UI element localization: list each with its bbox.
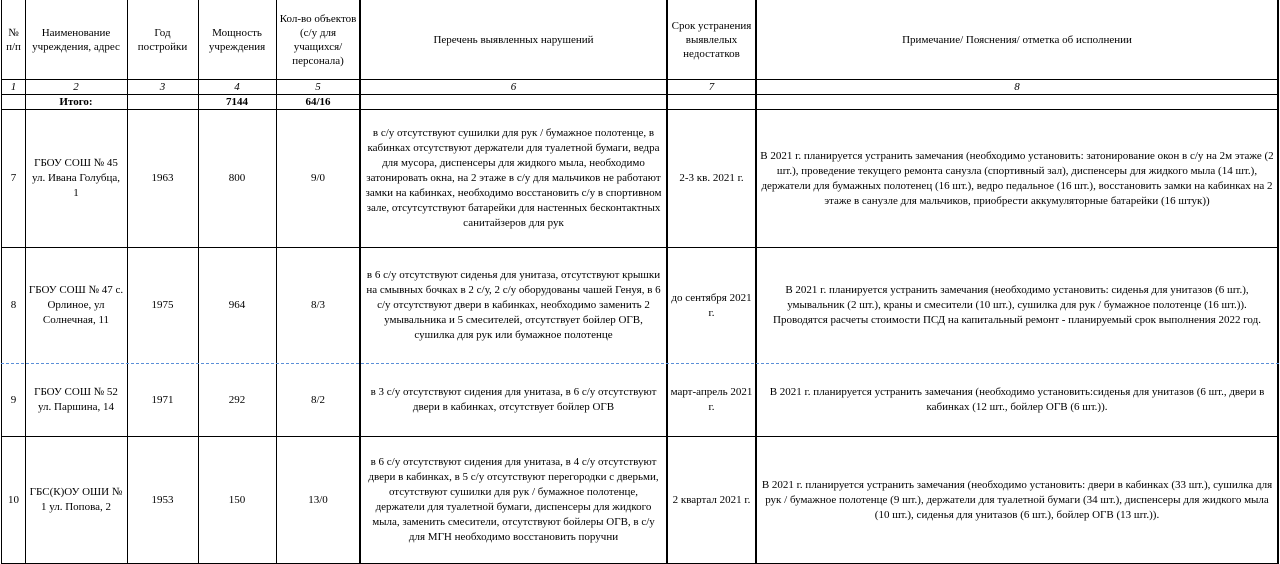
- row-institution: ГБОУ СОШ № 52 ул. Паршина, 14: [34, 386, 118, 413]
- row-institution: ГБОУ СОШ № 45 ул. Ивана Голубца, 1: [31, 157, 121, 199]
- colnum-8: 8: [1014, 81, 1020, 93]
- row-deadline: 2-3 кв. 2021 г.: [679, 172, 744, 184]
- colnum-5: 5: [315, 81, 321, 93]
- colnum-2: 2: [73, 81, 79, 93]
- row-year: 1953: [151, 493, 174, 506]
- grid-line: [25, 0, 26, 564]
- header-deadline: Срок устранения выявлелых недостатков: [671, 20, 752, 60]
- row-capacity: 964: [228, 299, 246, 311]
- row-objects: 9/0: [310, 172, 326, 184]
- row-note: В 2021 г. планируется устранить замечания (необходимо установить: затонирование окон в с/у на 2м этаже (2 шт.), проведение текущего ремонта санузла (спортивный зал), диспенсеры для жидкого мыла (14 шт.), держатели для бумажных полотенец (16 шт.), ведро педальное (16 шт.), восстановить замки на кабинках на 2 этаже в санузле для мальчиков, приобрести аккумуляторные батарейки (16 штук)): [760, 149, 1274, 207]
- grid-line: [1, 0, 2, 564]
- colnum-7: 7: [708, 81, 715, 93]
- row-capacity: 150: [228, 493, 246, 506]
- row-number: 10: [8, 493, 19, 506]
- total-capacity: 7144: [226, 96, 248, 108]
- grid-line: [198, 0, 199, 564]
- header-number: № п/п: [6, 27, 21, 53]
- row-number: 8: [10, 299, 17, 311]
- grid-line: [359, 0, 361, 564]
- header-institution: Наименование учреждения, адрес: [32, 27, 120, 53]
- row-objects: 8/3: [310, 299, 326, 311]
- row-year: 1963: [151, 172, 174, 184]
- grid-line: [276, 0, 277, 564]
- grid-line: [127, 0, 128, 564]
- row-capacity: 292: [228, 393, 246, 406]
- header-capacity: Мощность учреждения: [208, 27, 266, 53]
- row-note: В 2021 г. планируется устранить замечания (необходимо установить:сиденья для унитазов (6 шт., двери в кабинках (12 шт., бойлер ОГВ (6 шт.)).: [769, 386, 1265, 413]
- header-year: Год постройки: [137, 27, 188, 53]
- row-institution: ГБС(К)ОУ ОШИ № 1 ул. Попова, 2: [29, 486, 123, 513]
- page-break-line: [1, 363, 1279, 364]
- row-deadline: 2 квартал 2021 г.: [672, 493, 751, 506]
- colnum-1: 1: [10, 81, 17, 93]
- total-objects: 64/16: [305, 96, 331, 108]
- grid-line: [1, 79, 1279, 80]
- row-note: В 2021 г. планируется устранить замечания (необходимо установить: двери в кабинках (33 шт.), сушилка для рук / бумажное полотенце (9 шт.), держатели для туалетной бумаги (34 шт.), диспенсеры для жидкого мыла (10 шт.), сиденья для унитазов (6 шт.), бойлер ОГВ (13 шт.)).: [761, 478, 1273, 521]
- header-notes: Примечание/ Пояснения/ отметка об исполнении: [902, 34, 1132, 46]
- colnum-3: 3: [159, 81, 166, 93]
- row-deadline: март-апрель 2021 г.: [670, 386, 753, 413]
- grid-line: [1277, 0, 1279, 564]
- row-deadline: до сентября 2021 г.: [671, 291, 752, 319]
- row-year: 1971: [151, 393, 174, 406]
- row-violations: в 6 с/у отсутствуют сидения для унитаза, в 4 с/у отсутствуют двери в кабинках, в 5 с/у отсутствуют перегородки с дверьми, отсутствуют сушилки для рук / бумажное полотенце, держатели для туалетной бумаги, диспенсеры для жидкого мыла, заменить смесители, отсутствуют бойлеры ОГВ, в с/у для МГН необходимо восстановить поручни: [368, 456, 659, 543]
- colnum-4: 4: [234, 81, 240, 93]
- row-objects: 13/0: [308, 493, 328, 506]
- row-institution: ГБОУ СОШ № 47 с. Орлиное, ул Солнечная, 11: [28, 284, 124, 326]
- row-note: В 2021 г. планируется устранить замечания (необходимо установить: сиденья для унитазов (6 шт.), умывальник (2 шт.), краны и смесители (10 шт.), сушилка для рук / бумажное полотенце (16 шт.)). Проводятся расчеты стоимости ПСД на капитальный ремонт - планируемый срок выполнения 2022 год.: [773, 284, 1261, 326]
- row-violations: в с/у отсутствуют сушилки для рук / бумажное полотенце, в кабинках отсутствуют держатели для туалетной бумаги, ведра для мусора, диспенсеры для жидкого мыла, необходимо затонировать окна, на 2 этаже в с/у для мальчиков не работают замки на кабинках, необходимо восстановить с/у в спортивном зале, отсутсутствуют батарейки для настенных бесконтактных санитайзеров для рук: [365, 127, 662, 229]
- row-capacity: 800: [228, 172, 246, 184]
- grid-line: [1, 247, 1279, 248]
- row-violations: в 6 с/у отсутствуют сиденья для унитаза, отсутствуют крышки на смывных бочках в 2 с/у, 2 с/у оборудованы чашей Генуя, в 6 с/у отсутствуют двери в кабинках, необходимо заменить 2 умывальника и 5 смесителей, отсутствует бойлер ОГВ, сушилка для рук или бумажное полотенце: [366, 269, 661, 341]
- total-label: Итого:: [59, 96, 93, 108]
- grid-line: [666, 0, 668, 564]
- header-violations: Перечень выявленных нарушений: [433, 34, 594, 46]
- row-objects: 8/2: [310, 393, 326, 406]
- grid-line: [1, 436, 1279, 437]
- grid-line: [1, 94, 1279, 95]
- row-number: 7: [10, 172, 17, 184]
- colnum-6: 6: [510, 81, 517, 93]
- grid-line: [1, 109, 1279, 110]
- row-number: 9: [10, 393, 17, 406]
- row-year: 1975: [151, 299, 174, 311]
- row-violations: в 3 с/у отсутствуют сидения для унитаза, в 6 с/у отсутствуют двери в кабинках, отсутствует бойлер ОГВ: [370, 386, 657, 413]
- header-objects: Кол-во объектов (с/у для учащихся/ персонала): [279, 13, 357, 67]
- grid-line: [755, 0, 757, 564]
